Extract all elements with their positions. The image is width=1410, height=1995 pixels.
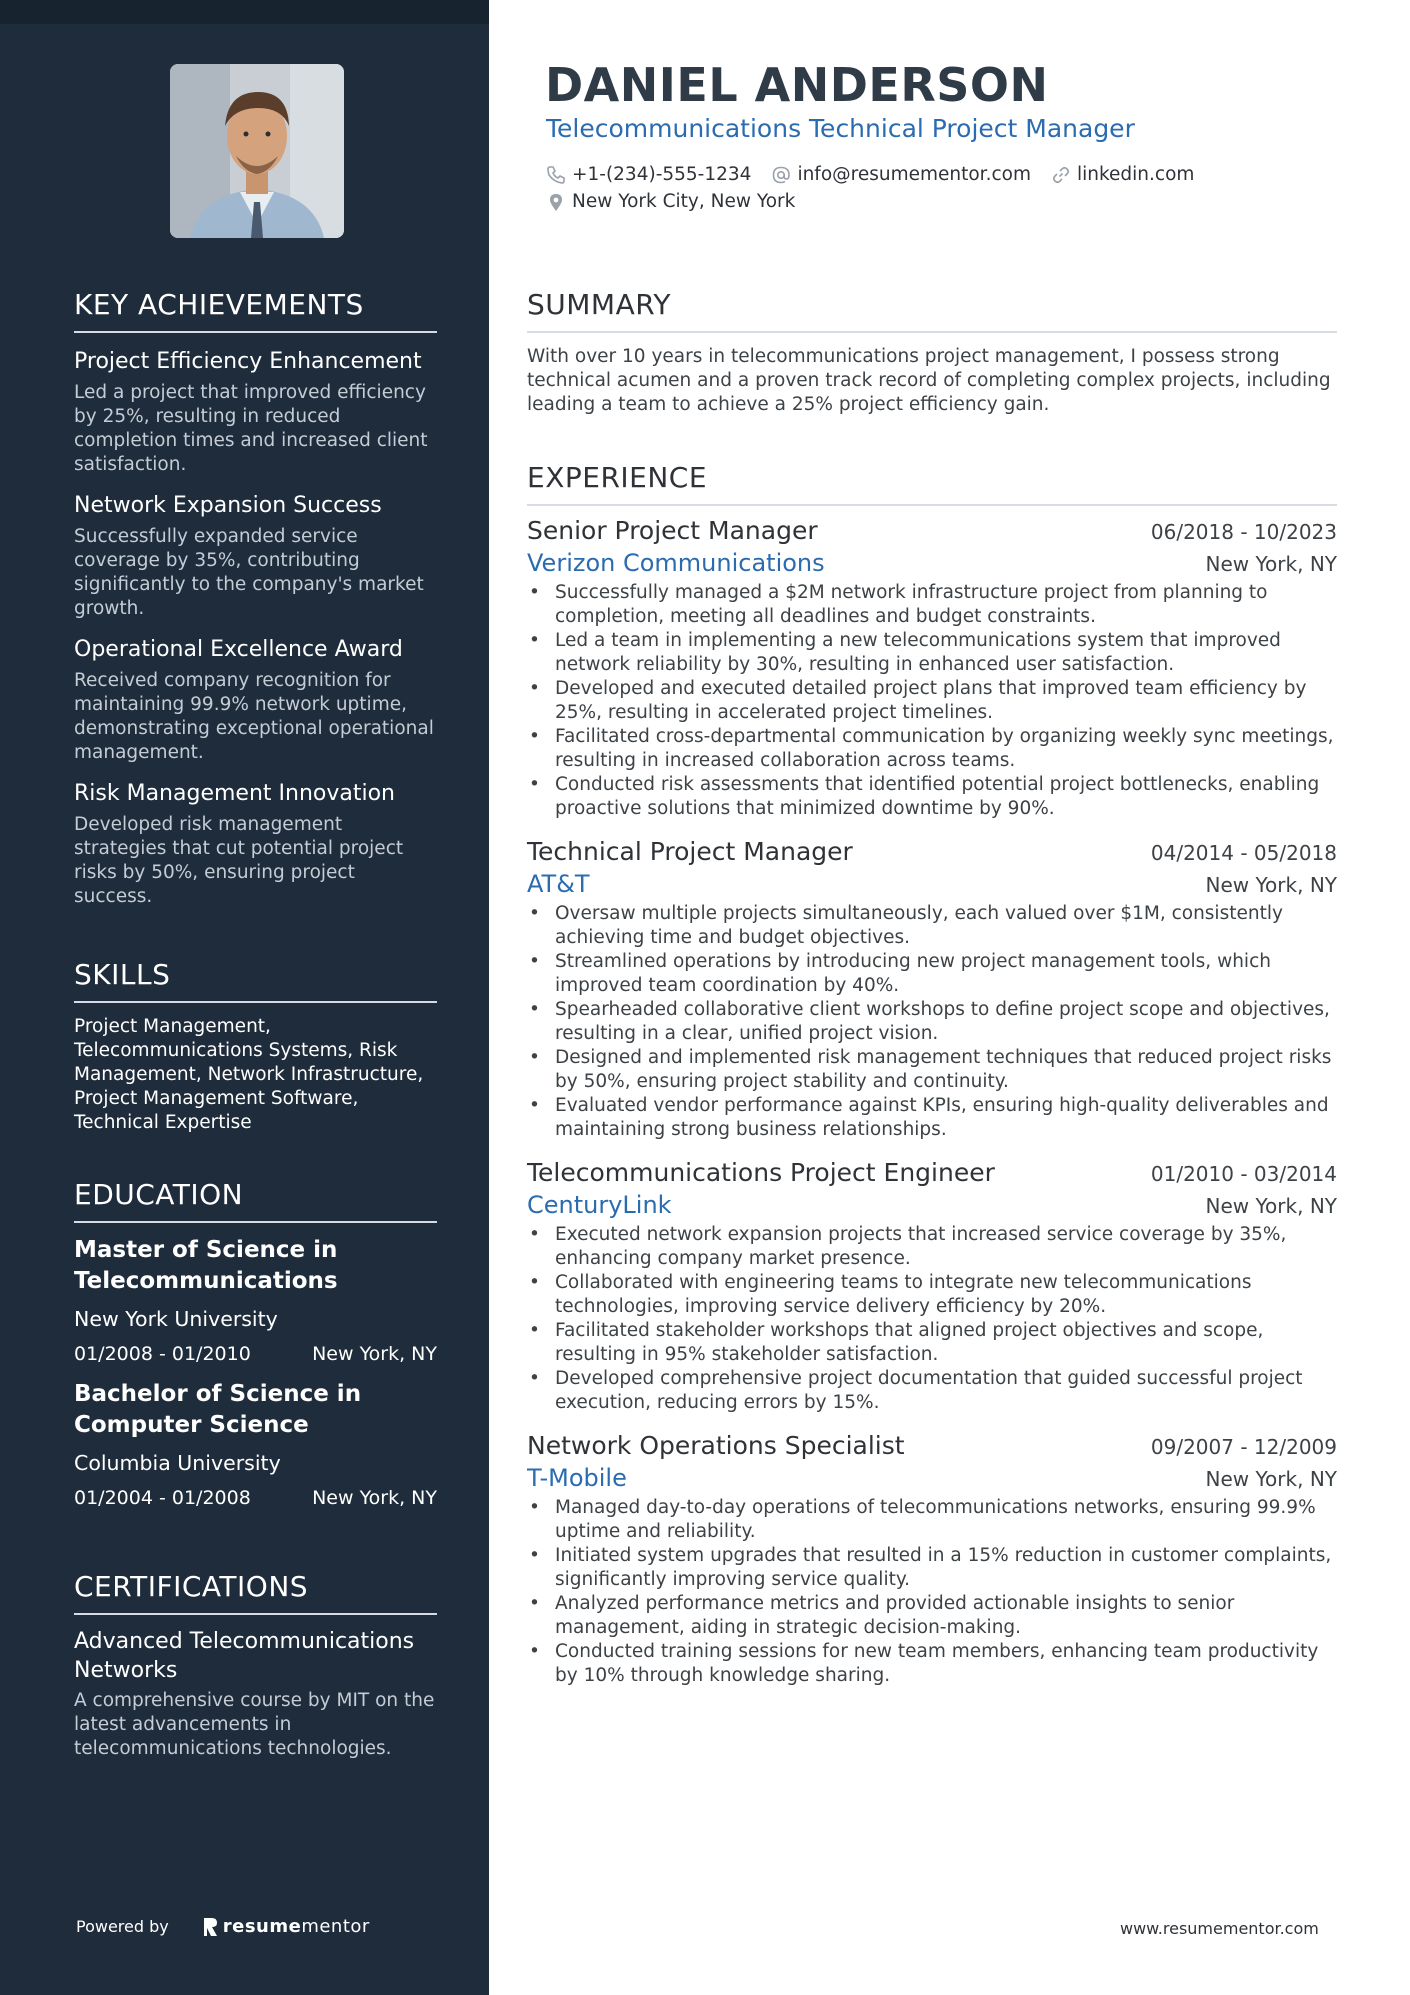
experience-section — [527, 461, 1337, 1688]
job-bullet: • Oversaw multiple projects simultaneously, each valued over $1M, consistently achieving time and budget objectives. — [527, 902, 1337, 950]
job-location: New York, NY — [1205, 1467, 1337, 1491]
job-bullet: • Collaborated with engineering teams to integrate new telecommunications technologies, improving service delivery efficiency by 20%. — [527, 1271, 1337, 1319]
achievement-item — [74, 491, 437, 621]
achievement-desc: Successfully expanded service coverage by 35%, contributing significantly to the company's market growth. — [74, 526, 424, 619]
education-school: New York University — [74, 1307, 278, 1331]
achievement-desc: Led a project that improved efficiency by 25%, resulting in reduced completion times and increased client satisfaction. — [74, 382, 428, 475]
job-bullet: • Led a team in implementing a new telecommunications system that improved network reliability by 30%, resulting in enhanced user satisfaction. — [527, 629, 1337, 677]
job-bullet: • Developed comprehensive project documentation that guided successful project execution, reducing errors by 15%. — [527, 1367, 1337, 1415]
job-entry — [527, 1158, 1337, 1415]
resumementor-logo[interactable]: resume mentor — [201, 1916, 370, 1937]
contact-row — [546, 164, 1214, 185]
candidate-name: DANIEL ANDERSON — [545, 58, 1049, 112]
resumementor-logo-icon — [201, 1917, 219, 1937]
key-achievements-heading: KEY ACHIEVEMENTS — [74, 288, 437, 333]
job-bullet: • Facilitated cross-departmental communication by organizing weekly sync meetings, resulting in increased collaboration across teams. — [527, 725, 1337, 773]
education-item — [74, 1379, 437, 1509]
job-company: CenturyLink — [527, 1191, 672, 1219]
job-bullet: • Facilitated stakeholder workshops that aligned project objectives and scope, resulting in 95% stakeholder satisfaction. — [527, 1319, 1337, 1367]
job-dates: 09/2007 - 12/2009 — [1150, 1435, 1337, 1459]
education-heading: EDUCATION — [74, 1178, 437, 1223]
key-achievements-section — [74, 288, 437, 909]
summary-section — [527, 288, 1337, 417]
job-bullets — [527, 902, 1337, 1142]
job-dates: 04/2014 - 05/2018 — [1150, 841, 1337, 865]
link-icon — [1051, 165, 1071, 185]
job-bullets — [527, 1223, 1337, 1415]
job-bullet: • Designed and implemented risk management techniques that reduced project risks by 50%, ensuring project stability and continuity. — [527, 1046, 1337, 1094]
job-dates: 01/2010 - 03/2014 — [1150, 1162, 1337, 1186]
phone-icon — [546, 165, 566, 185]
certification-desc: A comprehensive course by MIT on the latest advancements in telecommunications technologies. — [74, 1690, 435, 1759]
certification-item — [74, 1627, 437, 1761]
education-degree: Master of Science in Telecommunications — [74, 1237, 338, 1294]
achievement-title: Network Expansion Success — [74, 493, 382, 518]
contact-location: New York City, New York — [546, 191, 815, 212]
education-item — [74, 1235, 437, 1365]
contact-linkedin[interactable]: linkedin.com — [1051, 164, 1194, 185]
job-entry — [527, 1431, 1337, 1688]
location-pin-icon — [546, 192, 566, 212]
education-section — [74, 1178, 437, 1509]
job-company: Verizon Communications — [527, 549, 825, 577]
skills-heading: SKILLS — [74, 958, 437, 1003]
job-bullet: • Conducted risk assessments that identified potential project bottlenecks, enabling proactive solutions that minimized downtime by 90%. — [527, 773, 1337, 821]
education-dates: 01/2008 - 01/2010 — [74, 1343, 251, 1365]
skills-section — [74, 958, 437, 1135]
job-bullet: • Initiated system upgrades that resulted in a 15% reduction in customer complaints, significantly improving service quality. — [527, 1544, 1337, 1592]
job-title: Technical Project Manager — [527, 837, 853, 866]
education-dates: 01/2004 - 01/2008 — [74, 1487, 251, 1509]
achievement-item — [74, 635, 437, 765]
achievement-item — [74, 347, 437, 477]
achievement-desc: Received company recognition for maintaining 99.9% network uptime, demonstrating exceptional operational management. — [74, 670, 434, 763]
job-location: New York, NY — [1205, 873, 1337, 897]
job-entry — [527, 516, 1337, 821]
job-bullets — [527, 581, 1337, 821]
job-dates: 06/2018 - 10/2023 — [1150, 520, 1337, 544]
job-bullet: • Evaluated vendor performance against KPIs, ensuring high-quality deliverables and maintaining strong business relationships. — [527, 1094, 1337, 1142]
powered-by-label: Powered by — [76, 1917, 169, 1936]
certifications-heading: CERTIFICATIONS — [74, 1570, 437, 1615]
job-title: Network Operations Specialist — [527, 1431, 905, 1460]
job-bullet: • Developed and executed detailed project plans that improved team efficiency by 25%, resulting in accelerated project timelines. — [527, 677, 1337, 725]
job-bullet: • Streamlined operations by introducing new project management tools, which improved team coordination by 40%. — [527, 950, 1337, 998]
job-company: AT&T — [527, 870, 590, 898]
job-bullets — [527, 1496, 1337, 1688]
skills-list: Project Management, Telecommunications Systems, Risk Management, Network Infrastructure, Project Management Software, Technical Expertise — [74, 1016, 424, 1133]
certifications-section — [74, 1570, 437, 1761]
job-bullet: • Conducted training sessions for new team members, enhancing team productivity by 10% through knowledge sharing. — [527, 1640, 1337, 1688]
education-degree: Bachelor of Science in Computer Science — [74, 1381, 362, 1438]
sidebar-top-strip — [0, 0, 489, 24]
job-bullet: • Analyzed performance metrics and provided actionable insights to senior management, aiding in strategic decision-making. — [527, 1592, 1337, 1640]
job-bullet: • Executed network expansion projects that increased service coverage by 35%, enhancing company market presence. — [527, 1223, 1337, 1271]
education-school: Columbia University — [74, 1451, 281, 1475]
job-bullet: • Managed day-to-day operations of telecommunications networks, ensuring 99.9% uptime and reliability. — [527, 1496, 1337, 1544]
achievement-title: Project Efficiency Enhancement — [74, 349, 422, 374]
contact-email[interactable]: info@resumementor.com — [771, 164, 1031, 185]
job-title: Senior Project Manager — [527, 516, 818, 545]
achievement-desc: Developed risk management strategies that cut potential project risks by 50%, ensuring project success. — [74, 814, 404, 907]
profile-photo — [170, 64, 344, 238]
job-location: New York, NY — [1205, 552, 1337, 576]
job-location: New York, NY — [1205, 1194, 1337, 1218]
certification-title: Advanced Telecommunications Networks — [74, 1629, 415, 1683]
summary-heading: SUMMARY — [527, 288, 1337, 333]
job-bullet: • Spearheaded collaborative client workshops to define project scope and objectives, resulting in a clear, unified project vision. — [527, 998, 1337, 1046]
job-title: Telecommunications Project Engineer — [527, 1158, 995, 1187]
at-icon — [771, 165, 791, 185]
achievement-item — [74, 779, 437, 909]
achievement-title: Risk Management Innovation — [74, 781, 395, 806]
sidebar — [0, 0, 489, 1995]
powered-by — [76, 1916, 370, 1937]
job-company: T-Mobile — [527, 1464, 627, 1492]
footer-url[interactable]: www.resumementor.com — [1120, 1919, 1319, 1938]
job-bullet: • Successfully managed a $2M network infrastructure project from planning to completion, meeting all deadlines and budget constraints. — [527, 581, 1337, 629]
education-location: New York, NY — [312, 1343, 437, 1365]
summary-text: With over 10 years in telecommunications project management, I possess strong technical acumen and a proven track record of completing complex projects, including leading a team to achieve a 25% project efficiency gain. — [527, 346, 1331, 415]
education-location: New York, NY — [312, 1487, 437, 1509]
job-entry — [527, 837, 1337, 1142]
candidate-role: Telecommunications Technical Project Manager — [546, 114, 1135, 143]
experience-heading: EXPERIENCE — [527, 461, 1337, 506]
contact-phone[interactable]: +1-(234)-555-1234 — [546, 164, 751, 185]
achievement-title: Operational Excellence Award — [74, 637, 403, 662]
